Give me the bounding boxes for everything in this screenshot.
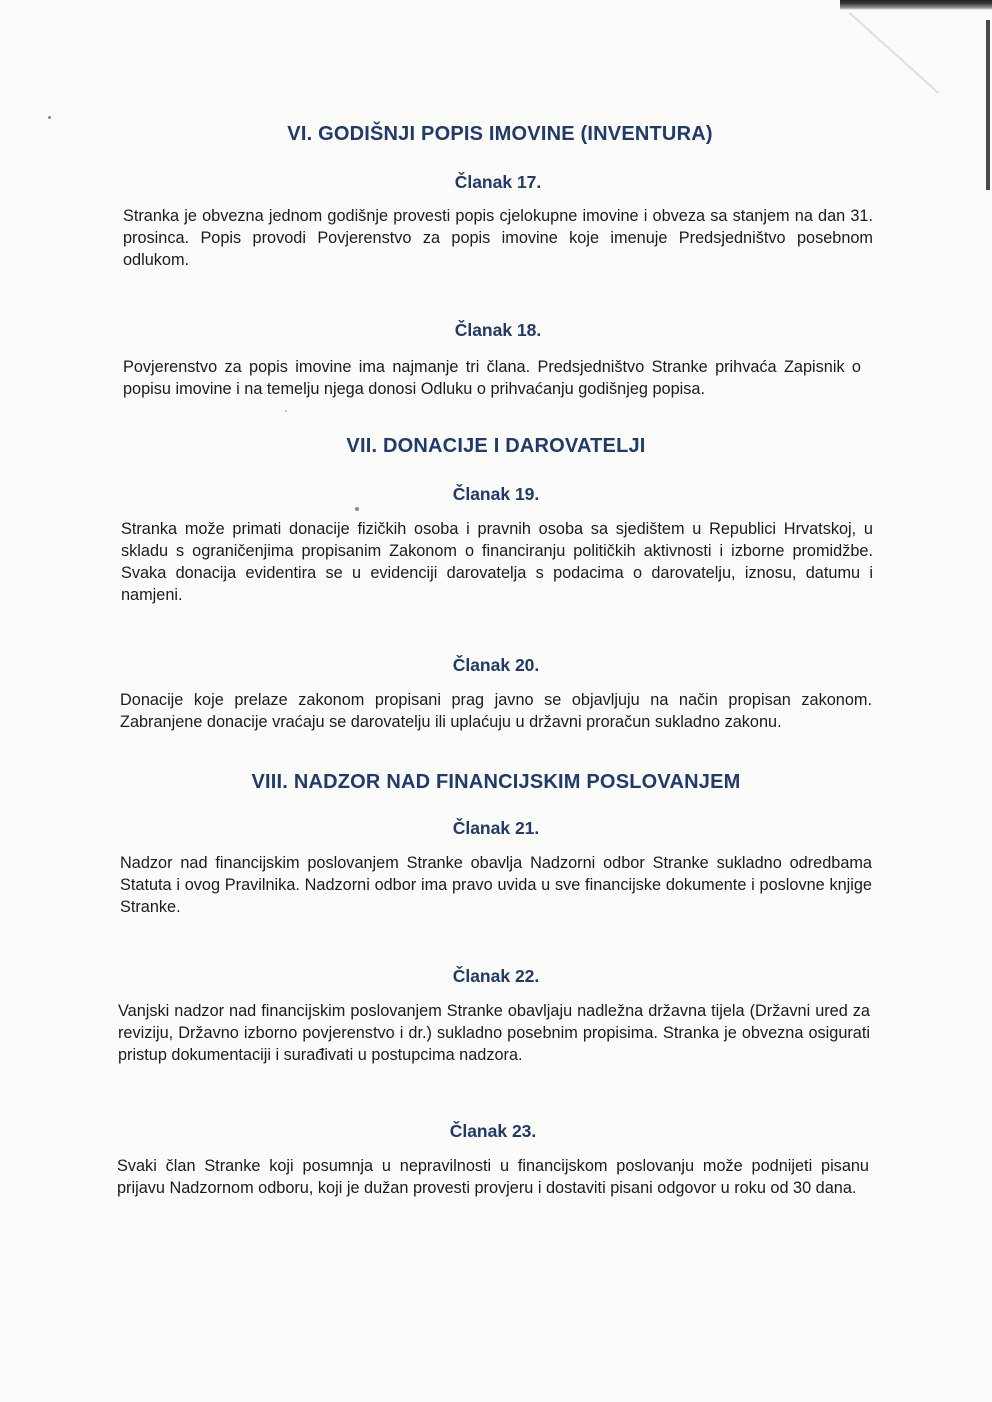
scan-edge-top [840, 0, 992, 10]
article-heading-19: Članak 19. [452, 484, 540, 504]
scan-speck [355, 507, 359, 511]
article-heading-22: Članak 22. [452, 966, 540, 986]
article-text-19: Stranka može primati donacije fizičkih osoba i pravnih osoba sa sjedištem u Republici Hrvatskoj, u skladu s ograničenjima propisanim Zakonom o financiranju političkih aktivnosti i izborne promidžbe. Svaka donacija evidentira se u evidenciji darovatelja s podacima o darovatelju, iznosu, datumu i namjeni. [121, 520, 873, 604]
section-title-vi: VI. GODIŠNJI POPIS IMOVINE (INVENTURA) [287, 123, 713, 145]
scan-speck [285, 410, 287, 412]
article-text-17: Stranka je obvezna jednom godišnje provesti popis cjelokupne imovine i obveza sa stanjem na dan 31. prosinca. Popis provodi Povjerenstvo za popis imovine koje imenuje Predsjedništvo posebnom odlukom. [123, 207, 873, 269]
article-heading-17: Članak 17. [454, 172, 542, 192]
scan-speck [48, 116, 51, 119]
article-heading-20: Članak 20. [452, 655, 540, 675]
article-text-23: Svaki član Stranke koji posumnja u nepravilnosti u financijskom poslovanju može podnijeti pisanu prijavu Nadzornom odboru, koji je dužan provesti provjeru i dostaviti pisani odgovor u roku od 30 dana. [117, 1157, 869, 1197]
section-title-vii: VII. DONACIJE I DAROVATELJI [346, 435, 646, 457]
article-text-20: Donacije koje prelaze zakonom propisani prag javno se objavljuju na način propisan zakonom. Zabranjene donacije vraćaju se darovatelju ili uplaćuju u državni proračun sukladno zakonu. [120, 691, 872, 731]
article-heading-21: Članak 21. [452, 818, 540, 838]
article-heading-18: Članak 18. [454, 320, 542, 340]
article-heading-23: Članak 23. [449, 1121, 537, 1141]
article-text-18: Povjerenstvo za popis imovine ima najmanje tri člana. Predsjedništvo Stranke prihvaća Zapisnik o popisu imovine i na temelju njega donosi Odluku o prihvaćanju godišnjeg popisa. [123, 358, 861, 398]
scan-edge-right [986, 20, 990, 190]
article-text-22: Vanjski nadzor nad financijskim poslovanjem Stranke obavljaju nadležna državna tijela (Državni ured za reviziju, Državno izborno povjerenstvo i dr.) sukladno posebnim propisima. Stranka je obvezna osigurati pristup dokumentaciji i surađivati u postupcima nadzora. [118, 1002, 870, 1064]
article-text-21: Nadzor nad financijskim poslovanjem Stranke obavlja Nadzorni odbor Stranke sukladno odredbama Statuta i ovog Pravilnika. Nadzorni odbor ima pravo uvida u sve financijske dokumente i poslovne knjige Stranke. [120, 854, 872, 916]
section-title-viii: VIII. NADZOR NAD FINANCIJSKIM POSLOVANJEM [251, 771, 741, 793]
scan-fold-line [849, 12, 940, 94]
